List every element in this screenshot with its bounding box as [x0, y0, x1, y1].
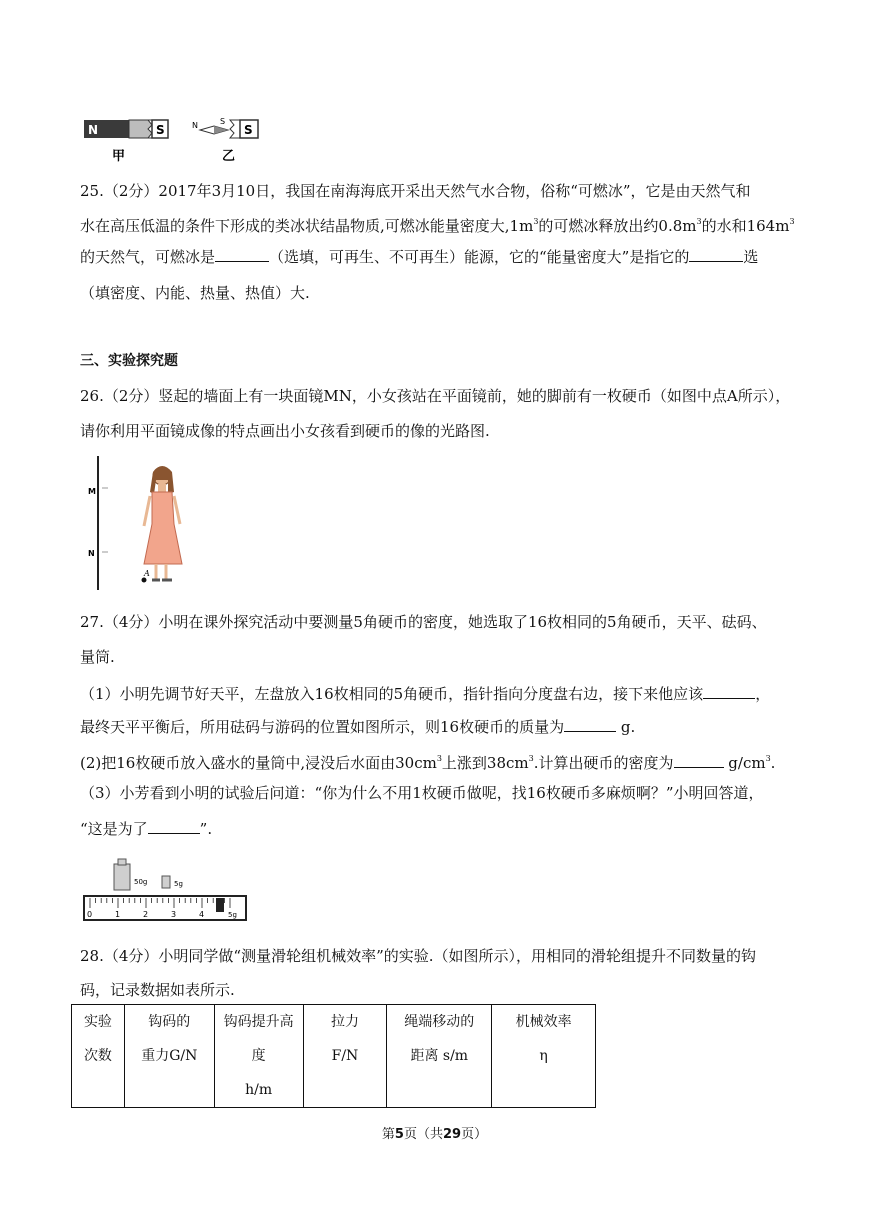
weights-scale-diagram — [82, 856, 252, 926]
mirror-figure — [82, 452, 202, 592]
tick-2: 2 — [143, 910, 149, 919]
q27-line1: 27.（4分）小明在课外探究活动中要测量5角硬币的密度，她选取了16枚相同的5角硬币，天平、砝码、 — [80, 613, 767, 631]
answer-blank[interactable] — [703, 683, 755, 699]
table-header-cell: 钩码提升高 度 h/m — [214, 1005, 303, 1108]
table-header-cell: 实验 次数 — [72, 1005, 125, 1108]
tick-4: 4 — [199, 910, 205, 919]
scale-end-label: 5g — [228, 911, 237, 919]
answer-blank[interactable] — [674, 752, 724, 768]
answer-blank[interactable] — [564, 716, 616, 732]
q27-line6: （3）小芳看到小明的试验后问道：“你为什么不用1枚硬币做呢，找16枚硬币多麻烦啊？”小明回答道， — [80, 784, 764, 802]
pole-s-right: S — [244, 123, 253, 137]
table-header-cell: 机械效率 η — [492, 1005, 596, 1108]
page-footer: 第5页（共29页） — [381, 1127, 488, 1142]
label-yi: 乙 — [222, 149, 236, 164]
q25-line3: 的天然气，可燃冰是 （选填，可再生、不可再生）能源，它的“能量密度大”是指它的 选 — [80, 248, 759, 266]
section-title: 三、实验探究题 — [80, 353, 178, 369]
table-header-cell: 绳端移动的 距离 s/m — [387, 1005, 492, 1108]
table-header-cell: 钩码的 重力G/N — [124, 1005, 214, 1108]
label-m: M — [88, 487, 96, 496]
pole-n-left: N — [88, 123, 99, 137]
label-n: N — [88, 549, 95, 558]
data-table — [71, 1004, 596, 1108]
answer-blank[interactable] — [215, 246, 269, 262]
q27-line4: 最终天平平衡后，所用砝码与游码的位置如图所示，则16枚硬币的质量为 g. — [80, 718, 636, 736]
table-header-cell: 拉力 F/N — [303, 1005, 387, 1108]
tick-3: 3 — [171, 910, 177, 919]
weight-5g: 5g — [174, 880, 183, 888]
label-a: A — [144, 569, 150, 578]
table-row — [72, 1005, 596, 1108]
q27-line7: “这是为了 ”. — [80, 820, 213, 838]
tick-1: 1 — [115, 910, 121, 919]
needle-n: N — [192, 121, 198, 130]
q28-line1: 28.（4分）小明同学做“测量滑轮组机械效率”的实验.（如图所示），用相同的滑轮组提升不同数量的钩 — [80, 947, 757, 965]
weight-50g: 50g — [134, 878, 148, 886]
q25-line2: 水在高压低温的条件下形成的类冰状结晶物质,可燃冰能量密度大$,1m^3$的可燃冰释放出约$0.8m^3$的水和$164m^3$ — [80, 217, 795, 235]
tick-0: 0 — [87, 910, 93, 919]
q27-line2: 量筒. — [80, 648, 115, 666]
magnet-figure — [82, 116, 262, 166]
q27-line5: (2)把16枚硬币放入盛水的量筒中,浸没后水面由$30cm^3$上涨到$38cm^3$.计算出硬币的密度为 $g/cm^3$. — [80, 754, 776, 772]
balance-figure — [82, 856, 252, 926]
label-jia: 甲 — [112, 149, 126, 164]
mirror-girl-diagram — [82, 452, 202, 592]
q26-line2: 请你利用平面镜成像的特点画出小女孩看到硬币的像的光路图. — [80, 422, 490, 440]
q25-line4: （填密度、内能、热量、热值）大. — [80, 284, 310, 302]
needle-s: S — [220, 117, 226, 126]
q26-line1: 26.（2分）竖起的墙面上有一块面镜MN，小女孩站在平面镜前，她的脚前有一枚硬币（如图中点A所示）， — [80, 387, 791, 405]
q25-line1: 25.（2分）2017年3月10日，我国在南海海底开采出天然气水合物，俗称“可燃冰”，它是由天然气和 — [80, 182, 751, 200]
q28-line2: 码，记录数据如表所示. — [80, 981, 235, 999]
answer-blank[interactable] — [689, 246, 743, 262]
magnet-diagram — [82, 116, 262, 166]
answer-blank[interactable] — [148, 818, 200, 834]
pole-s-left: S — [156, 123, 165, 137]
q27-line3: （1）小明先调节好天平，左盘放入16枚相同的5角硬币，指针指向分度盘右边，接下来他应该 ， — [80, 685, 771, 703]
